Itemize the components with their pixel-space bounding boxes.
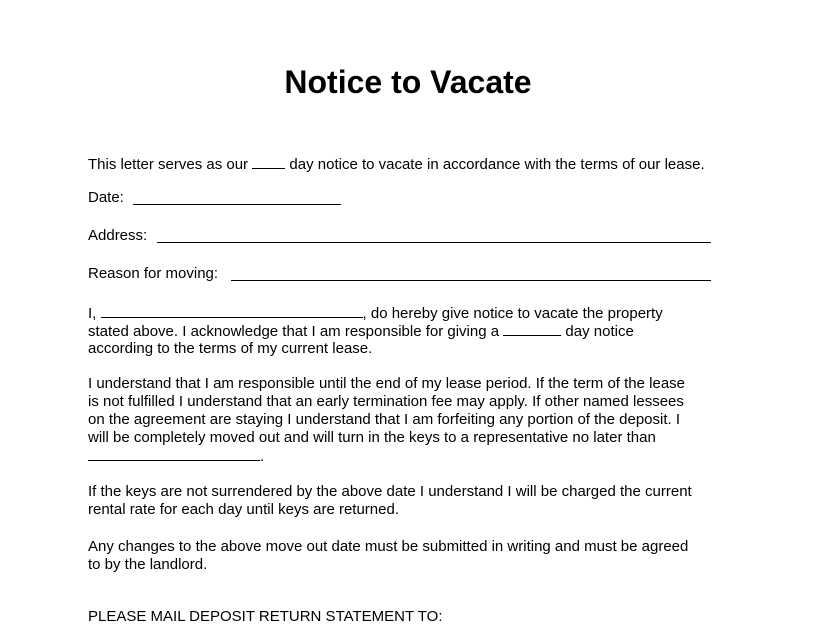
statement-line-2-start: stated above. I acknowledge that I am responsible for giving a	[88, 323, 504, 340]
statement-line-1	[88, 304, 663, 323]
mail-deposit-heading: PLEASE MAIL DEPOSIT RETURN STATEMENT TO:	[88, 608, 443, 625]
responsibility-line-4: will be completely moved out and will turn in the keys to a representative no later than	[88, 429, 656, 446]
keys-line-2: rental rate for each day until keys are returned.	[88, 501, 400, 518]
move-out-date-blank[interactable]	[88, 447, 260, 461]
statement-line-1-start: I,	[88, 305, 101, 322]
changes-line-2: to by the landlord.	[88, 556, 208, 573]
responsibility-line-5-end: .	[260, 448, 265, 465]
tenant-name-blank[interactable]	[101, 304, 363, 318]
responsibility-line-2: is not fulfilled I understand that an early termination fee may apply. If other named lessees	[88, 393, 684, 410]
statement-days-blank[interactable]	[503, 322, 561, 336]
statement-line-2-end: day notice	[561, 323, 634, 340]
keys-line-1: If the keys are not surrendered by the above date I understand I will be charged the current	[88, 483, 692, 500]
statement-line-2	[88, 322, 634, 341]
intro-line	[88, 155, 705, 174]
statement-line-3: according to the terms of my current lease.	[88, 340, 373, 357]
intro-text-after: day notice to vacate in accordance with the terms of our lease.	[285, 156, 705, 173]
responsibility-line-3: on the agreement are staying I understand that I am forfeiting any portion of the deposit. I	[88, 411, 681, 428]
responsibility-line-1: I understand that I am responsible until the end of my lease period. If the term of the lease	[88, 375, 686, 392]
date-label: Date:	[88, 189, 124, 206]
responsibility-line-5	[88, 447, 264, 466]
statement-line-1-end: , do hereby give notice to vacate the property	[362, 305, 663, 322]
address-field-blank[interactable]	[157, 241, 711, 243]
date-field-blank[interactable]	[133, 203, 341, 205]
intro-text-before: This letter serves as our	[88, 156, 253, 173]
notice-days-blank[interactable]	[252, 155, 285, 169]
changes-line-1: Any changes to the above move out date must be submitted in writing and must be agreed	[88, 538, 689, 555]
address-label: Address:	[88, 227, 148, 244]
reason-label: Reason for moving:	[88, 265, 219, 282]
reason-field-blank[interactable]	[231, 279, 711, 281]
document-title: Notice to Vacate	[284, 64, 532, 100]
